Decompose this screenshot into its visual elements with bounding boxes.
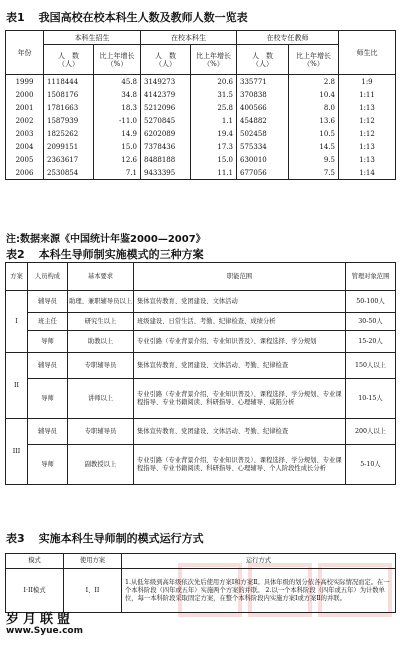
header-method: 运行方式 bbox=[122, 554, 396, 569]
cell-sg: 19.4 bbox=[191, 127, 237, 140]
table-row bbox=[6, 153, 396, 166]
cell-role: 辅导员 bbox=[28, 353, 68, 379]
site-logo: 岁月联盟 bbox=[6, 612, 75, 627]
cell-scheme: I bbox=[6, 291, 28, 353]
table2 bbox=[5, 262, 396, 485]
cell-year: 2006 bbox=[6, 166, 44, 180]
cell-tg: 13.6 bbox=[289, 114, 339, 127]
cell-eg: 14.9 bbox=[94, 127, 141, 140]
cell-scheme: III bbox=[6, 419, 28, 485]
cell-year: 2002 bbox=[6, 114, 44, 127]
cell-req: 专职辅导员 bbox=[68, 353, 134, 379]
cell-scope: 50-100人 bbox=[346, 291, 396, 313]
cell-tg: 8.0 bbox=[289, 101, 339, 114]
cell-t: 677056 bbox=[237, 166, 289, 180]
cell-role: 导师 bbox=[28, 379, 68, 419]
cell-sg: 25.8 bbox=[191, 101, 237, 114]
cell-s: 4142379 bbox=[141, 88, 191, 101]
cell-eg: 34.8 bbox=[94, 88, 141, 101]
cell-s: 8488188 bbox=[141, 153, 191, 166]
cell-scope: 200人以上 bbox=[346, 419, 396, 445]
header-mode: 模式 bbox=[6, 554, 64, 569]
cell-r: 1:12 bbox=[339, 127, 396, 140]
cell-r: 1:13 bbox=[339, 140, 396, 153]
cell-eg: 12.6 bbox=[94, 153, 141, 166]
table3-label: 表3 bbox=[6, 532, 25, 545]
cell-req: 助理、兼职辅导员以上 bbox=[68, 291, 134, 313]
table-row bbox=[6, 331, 396, 353]
table-row bbox=[6, 127, 396, 140]
cell-sg: 31.5 bbox=[191, 88, 237, 101]
table-row bbox=[6, 353, 396, 379]
cell-e: 2099151 bbox=[44, 140, 94, 153]
header-scheme: 使用方案 bbox=[64, 554, 122, 569]
header-role: 人员构成 bbox=[28, 263, 68, 291]
cell-tg: 7.5 bbox=[289, 166, 339, 180]
cell-scope: 10-15人 bbox=[346, 379, 396, 419]
cell-req: 讲师以上 bbox=[68, 379, 134, 419]
cell-req: 专职辅导员 bbox=[68, 419, 134, 445]
cell-t: 630010 bbox=[237, 153, 289, 166]
cell-e: 1587939 bbox=[44, 114, 94, 127]
table1-note: 注:数据来源《中国统计年鉴2000—2007》 bbox=[6, 234, 206, 245]
cell-scheme: II bbox=[6, 353, 28, 419]
cell-duty: 集体宣传教育、党团建设、文体活动、考勤、纪律检查 bbox=[134, 353, 346, 379]
cell-sg: 20.6 bbox=[191, 75, 237, 89]
table1-title: 表1 我国高校在校本科生人数及教师人数一览表 bbox=[6, 11, 248, 24]
cell-e: 1508176 bbox=[44, 88, 94, 101]
cell-r: 1:12 bbox=[339, 114, 396, 127]
cell-r: 1:13 bbox=[339, 101, 396, 114]
cell-r: 1:9 bbox=[339, 75, 396, 89]
cell-t: 454882 bbox=[237, 114, 289, 127]
header-scope: 管理对象范围 bbox=[346, 263, 396, 291]
cell-req: 研究生以上 bbox=[68, 313, 134, 331]
cell-e: 1825262 bbox=[44, 127, 94, 140]
cell-r: 1:11 bbox=[339, 88, 396, 101]
table2-title: 表2 本科生导师制实施模式的三种方案 bbox=[6, 248, 204, 261]
cell-e: 2530854 bbox=[44, 166, 94, 180]
cell-e: 1118444 bbox=[44, 75, 94, 89]
header-people: 人 数 （人） bbox=[237, 45, 289, 75]
table1 bbox=[5, 30, 396, 180]
cell-t: 502458 bbox=[237, 127, 289, 140]
cell-r: 1:13 bbox=[339, 153, 396, 166]
header-req: 基本要求 bbox=[68, 263, 134, 291]
cell-req: 副教授以上 bbox=[68, 445, 134, 485]
cell-mode: I·II模式 bbox=[6, 569, 64, 613]
cell-eg: 18.3 bbox=[94, 101, 141, 114]
cell-scope: 150人以上 bbox=[346, 353, 396, 379]
cell-role: 班主任 bbox=[28, 313, 68, 331]
watermark-graphic bbox=[170, 555, 400, 625]
table-row bbox=[6, 101, 396, 114]
header-growth: 比上年增长（%） bbox=[289, 45, 339, 75]
cell-scope: 30-50人 bbox=[346, 313, 396, 331]
cell-sg: 11.1 bbox=[191, 166, 237, 180]
cell-tg: 10.4 bbox=[289, 88, 339, 101]
cell-r: 1:14 bbox=[339, 166, 396, 180]
header-students: 在校本科生 bbox=[141, 31, 237, 45]
cell-e: 2363617 bbox=[44, 153, 94, 166]
header-growth: 比上年增长（%） bbox=[191, 45, 237, 75]
table-row bbox=[6, 445, 396, 485]
cell-role: 导师 bbox=[28, 445, 68, 485]
table3-title: 表3 实施本科生导师制的模式运行方式 bbox=[6, 532, 204, 545]
table2-label: 表2 bbox=[6, 248, 25, 261]
header-ratio: 师生比 bbox=[339, 31, 396, 75]
header-people: 人 数 （人） bbox=[44, 45, 94, 75]
cell-method: 1.从低年级到高年级依次先后使用方案Ⅰ和方案Ⅱ。具体年级的划分依各高校实际情况而定。在一个本科阶段（四年或五年）实施两个方案的并联。 2.以一个本科阶段（四年或五年）为计数单位，每一本科阶段采取固定方案，在整个本科阶段内实施方案Ⅰ或方案Ⅱ的并联。 bbox=[122, 569, 396, 613]
cell-year: 2004 bbox=[6, 140, 44, 153]
cell-duty: 专业引路（专业背景介绍、专业知识普及）、课程选择、学分规划、专业课程指导、专业书籍阅读、科研指导、心理辅导、个人阶段性成长分析 bbox=[134, 445, 346, 485]
table-row bbox=[6, 88, 396, 101]
cell-s: 5270845 bbox=[141, 114, 191, 127]
cell-eg: 7.1 bbox=[94, 166, 141, 180]
header-duty: 职能范围 bbox=[134, 263, 346, 291]
table1-label: 表1 bbox=[6, 11, 25, 24]
cell-year: 2003 bbox=[6, 127, 44, 140]
cell-sg: 15.0 bbox=[191, 153, 237, 166]
table-row bbox=[6, 166, 396, 180]
cell-role: 辅导员 bbox=[28, 291, 68, 313]
header-scheme: 方案 bbox=[6, 263, 28, 291]
cell-duty: 专业引路（专业背景介绍、专业知识普及）、课程选择、学分规划、专业课程指导、专业书籍阅读、科研指导、心理辅导、咸陷分析 bbox=[134, 379, 346, 419]
table-row bbox=[6, 140, 396, 153]
table-row bbox=[6, 419, 396, 445]
cell-sg: 1.1 bbox=[191, 114, 237, 127]
cell-duty: 集体宣传教育、党团建设、文体活动、考勤、纪律检查 bbox=[134, 419, 346, 445]
cell-year: 2001 bbox=[6, 101, 44, 114]
cell-t: 370838 bbox=[237, 88, 289, 101]
cell-s: 6202089 bbox=[141, 127, 191, 140]
table-row bbox=[6, 313, 396, 331]
cell-tg: 2.8 bbox=[289, 75, 339, 89]
cell-year: 2000 bbox=[6, 88, 44, 101]
cell-eg: -11.0 bbox=[94, 114, 141, 127]
table-row bbox=[6, 379, 396, 419]
header-teachers: 在校专任教师 bbox=[237, 31, 339, 45]
table-row bbox=[6, 75, 396, 89]
cell-t: 400566 bbox=[237, 101, 289, 114]
cell-sg: 17.3 bbox=[191, 140, 237, 153]
cell-role: 导师 bbox=[28, 331, 68, 353]
cell-scope: 5-10人 bbox=[346, 445, 396, 485]
cell-duty: 集体宣传教育、党团建设、文体活动 bbox=[134, 291, 346, 313]
cell-scheme: I、II bbox=[64, 569, 122, 613]
cell-year: 2005 bbox=[6, 153, 44, 166]
header-people: 人 数 （人） bbox=[141, 45, 191, 75]
cell-s: 9433395 bbox=[141, 166, 191, 180]
cell-e: 1781663 bbox=[44, 101, 94, 114]
cell-tg: 9.5 bbox=[289, 153, 339, 166]
cell-s: 5212096 bbox=[141, 101, 191, 114]
cell-tg: 10.5 bbox=[289, 127, 339, 140]
cell-s: 7378436 bbox=[141, 140, 191, 153]
cell-t: 575334 bbox=[237, 140, 289, 153]
cell-role: 辅导员 bbox=[28, 419, 68, 445]
table-row bbox=[6, 291, 396, 313]
cell-t: 335771 bbox=[237, 75, 289, 89]
cell-req: 助教以上 bbox=[68, 331, 134, 353]
table-row bbox=[6, 114, 396, 127]
cell-year: 1999 bbox=[6, 75, 44, 89]
cell-scope: 15-20人 bbox=[346, 331, 396, 353]
cell-duty: 班级建设、日常生活、考勤、纪律检查、成绩分析 bbox=[134, 313, 346, 331]
site-url: www.Syue.com bbox=[6, 626, 83, 636]
header-growth: 比上年增长（%） bbox=[94, 45, 141, 75]
cell-tg: 14.5 bbox=[289, 140, 339, 153]
cell-s: 3149273 bbox=[141, 75, 191, 89]
cell-duty: 专业引路（专业背景介绍、专业知识普及）、课程选择、学分规划 bbox=[134, 331, 346, 353]
header-enroll: 本科生招生 bbox=[44, 31, 141, 45]
cell-eg: 45.8 bbox=[94, 75, 141, 89]
header-year: 年份 bbox=[6, 31, 44, 75]
cell-eg: 15.0 bbox=[94, 140, 141, 153]
